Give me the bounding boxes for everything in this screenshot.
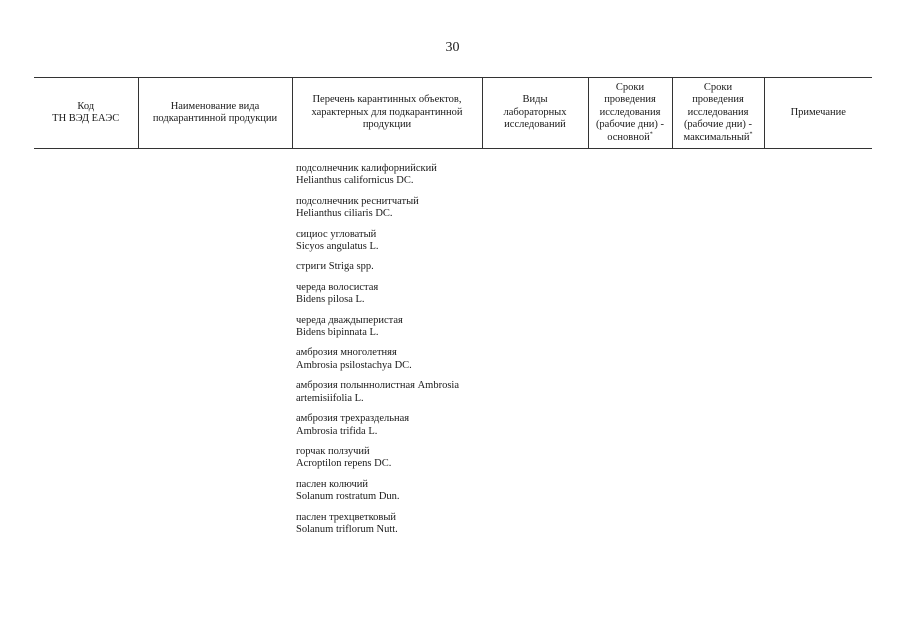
list-item [296,163,482,188]
list-item [296,196,482,221]
header-line [592,132,669,145]
header-product-name [138,78,292,149]
species-line: паслен колючий [296,478,368,490]
species-line: подсолнечник реснитчатый [296,195,419,207]
header-line-text: основной [607,131,650,143]
list-item [296,413,482,438]
header-line: Наименование вида [170,100,260,112]
footnote-mark: * [749,131,753,138]
list-item [296,380,482,405]
quarantine-table [34,77,872,544]
cell-lab-tests [482,149,588,545]
header-line: исследования [599,106,661,118]
cell-term-max [672,149,764,545]
list-item [296,282,482,307]
species-line: подсолнечник калифорнийский [296,163,437,174]
species-line: Sicyos angulatus L. [296,241,379,253]
header-line: исследования [687,106,749,118]
species-line: амброзия полыннолистная Ambrosia [296,380,459,392]
header-line: (рабочие дни) - [683,119,753,131]
header-line [676,132,761,145]
species-line: паслен трехцветковый [296,511,397,523]
header-line: характерных для подкарантинной [311,106,463,118]
species-line: амброзия многолетняя [296,347,397,359]
footnote-mark: * [649,131,653,138]
species-line: artemisiifolia L. [296,392,364,404]
header-line: (рабочие дни) - [595,119,665,131]
list-item [296,446,482,471]
header-code [34,78,138,149]
list-item [296,479,482,504]
list-item [296,315,482,340]
header-quarantine-objects [292,78,482,149]
species-line: Bidens bipinnata L. [296,327,379,339]
list-item [296,229,482,254]
page-number: 30 [445,40,460,55]
cell-term-basic [588,149,672,545]
header-note [764,78,872,149]
table-header-row [34,78,872,149]
cell-note [764,149,872,545]
list-item [296,512,482,537]
header-lab-tests [482,78,588,149]
header-line: проведения [604,94,656,106]
header-line: Сроки [615,81,645,93]
header-line: проведения [692,94,744,106]
header-line: Перечень карантинных объектов, [312,94,462,106]
table-row [34,149,872,545]
species-line: Solanum triflorum Nutt. [296,523,398,535]
species-line: череда волосистая [296,281,379,293]
species-line: стриги Striga spp. [296,261,374,273]
header-line: лабораторных [503,106,567,118]
cell-product-name [138,149,292,545]
species-line: амброзия трехраздельная [296,413,410,425]
species-line: Acroptilon repens DC. [296,458,392,470]
header-line: продукции [362,119,412,131]
species-line: Helianthus californicus DC. [296,175,414,187]
species-line: Solanum rostratum Dun. [296,491,400,503]
header-line: Код [77,100,95,112]
list-item [296,347,482,372]
cell-quarantine-objects [292,149,482,545]
header-line: подкарантинной продукции [152,113,278,124]
header-line: ТН ВЭД ЕАЭС [52,113,120,124]
species-list [292,149,482,536]
species-line: Ambrosia psilostachya DC. [296,359,412,371]
species-line: Ambrosia trifida L. [296,425,378,437]
species-line: череда дваждыперистая [296,314,403,326]
header-term-basic [588,78,672,149]
cell-code [34,149,138,545]
header-line-text: максимальный [683,131,750,143]
list-item [296,261,482,273]
species-line: Bidens pilosa L. [296,294,365,306]
species-line: Helianthus ciliaris DC. [296,208,393,220]
header-line: Примечание [790,106,846,118]
species-line: сициос угловатый [296,228,377,240]
header-line: Сроки [703,81,733,93]
species-line: горчак ползучий [296,445,370,457]
header-term-max [672,78,764,149]
header-line: Виды [522,94,548,106]
header-line: исследований [504,119,566,131]
